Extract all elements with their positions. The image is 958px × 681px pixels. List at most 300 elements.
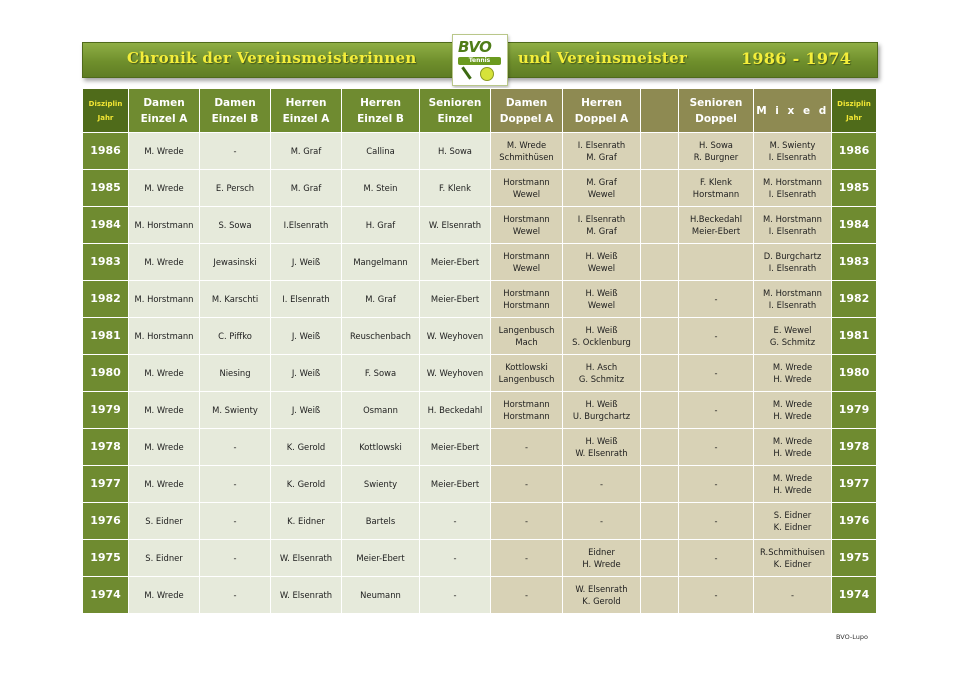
cell-line: - xyxy=(599,479,604,489)
cell-line: M. Wrede xyxy=(144,442,184,452)
year-cell-right: 1984 xyxy=(832,207,877,244)
cell-line: Reuschenbach xyxy=(349,331,411,341)
col-header-herren-doppel-a: Herren Doppel A xyxy=(563,89,641,133)
cell-herren-einzel-a xyxy=(271,466,342,503)
cell-damen-einzel-b xyxy=(200,540,271,577)
cell-line: M. Swienty xyxy=(769,140,816,150)
col-header-empty xyxy=(641,89,679,133)
ball-icon xyxy=(480,67,494,81)
cell-herren-einzel-a xyxy=(271,355,342,392)
cell-herren-einzel-a xyxy=(271,540,342,577)
year-cell-left: 1986 xyxy=(83,133,129,170)
table-row xyxy=(83,540,877,577)
cell-line: G. Schmitz xyxy=(578,374,625,384)
cell-line: Eidner xyxy=(588,547,615,557)
cell-line: - xyxy=(714,553,718,563)
cell-line: H. Wrede xyxy=(773,411,812,421)
cell-line: R. Burgner xyxy=(693,152,739,162)
cell-line: - xyxy=(233,590,237,600)
cell-line: M. Wrede xyxy=(772,473,813,483)
cell-mixed xyxy=(754,429,832,466)
cell-mixed xyxy=(754,466,832,503)
cell-empty xyxy=(641,318,679,355)
cell-line: - xyxy=(233,479,237,489)
cell-herren-einzel-a xyxy=(271,133,342,170)
year-cell-right: 1986 xyxy=(832,133,877,170)
cell-damen-doppel-a xyxy=(491,281,563,318)
cell-line: Meier-Ebert xyxy=(691,226,741,236)
cell-herren-einzel-b xyxy=(342,466,420,503)
cell-senioren-einzel xyxy=(420,318,491,355)
cell-damen-doppel-a xyxy=(491,540,563,577)
cell-line: Bartels xyxy=(365,516,396,526)
cell-senioren-doppel xyxy=(679,207,754,244)
cell-damen-einzel-b xyxy=(200,392,271,429)
cell-empty xyxy=(641,392,679,429)
year-cell-right: 1976 xyxy=(832,503,877,540)
cell-line: Langenbusch xyxy=(498,374,555,384)
cell-damen-einzel-a xyxy=(129,207,200,244)
table-row xyxy=(83,207,877,244)
cell-line: H. Sowa xyxy=(699,140,733,150)
title-part1: Chronik der Vereinsmeisterinnen xyxy=(127,49,417,67)
cell-line: H. Asch xyxy=(585,362,618,372)
cell-line: H. Weiß xyxy=(585,436,618,446)
header-row xyxy=(83,89,877,133)
cell-line: K. Eidner xyxy=(773,559,812,569)
cell-line: S. Sowa xyxy=(218,220,252,230)
cell-senioren-doppel xyxy=(679,170,754,207)
cell-line: Mach xyxy=(515,337,538,347)
cell-line: M. Wrede xyxy=(144,146,184,156)
cell-senioren-einzel xyxy=(420,244,491,281)
cell-line: Wewel xyxy=(587,300,616,310)
cell-empty xyxy=(641,429,679,466)
cell-damen-einzel-a xyxy=(129,429,200,466)
cell-mixed xyxy=(754,577,832,614)
cell-line: G. Schmitz xyxy=(769,337,816,347)
cell-line: C. Piffko xyxy=(218,331,252,341)
cell-damen-einzel-a xyxy=(129,503,200,540)
cell-damen-doppel-a xyxy=(491,392,563,429)
cell-line: Meier-Ebert xyxy=(430,479,480,489)
cell-line: R.Schmithuisen xyxy=(760,547,825,557)
cell-damen-doppel-a xyxy=(491,355,563,392)
cell-herren-einzel-b xyxy=(342,577,420,614)
year-cell-left: 1981 xyxy=(83,318,129,355)
cell-line: - xyxy=(233,442,237,452)
cell-line: Callina xyxy=(366,146,395,156)
year-cell-left: 1974 xyxy=(83,577,129,614)
cell-damen-einzel-a xyxy=(129,540,200,577)
year-cell-right: 1980 xyxy=(832,355,877,392)
year-cell-left: 1982 xyxy=(83,281,129,318)
champions-table xyxy=(82,88,877,614)
cell-senioren-doppel xyxy=(679,466,754,503)
cell-line: Meier-Ebert xyxy=(356,553,405,563)
cell-damen-einzel-b xyxy=(200,318,271,355)
cell-line: - xyxy=(233,516,237,526)
cell-line: Schmithüsen xyxy=(499,152,554,162)
cell-line: K. Gerold xyxy=(286,442,326,452)
cell-line: Horstmann xyxy=(692,189,740,199)
cell-line: Osmann xyxy=(363,405,398,415)
cell-herren-einzel-b xyxy=(342,429,420,466)
cell-line: Horstmann xyxy=(503,214,550,224)
cell-mixed xyxy=(754,540,832,577)
cell-herren-einzel-a xyxy=(271,503,342,540)
cell-line: M. Horstmann xyxy=(763,177,822,187)
cell-empty xyxy=(641,466,679,503)
cell-line: H. Wrede xyxy=(773,485,812,495)
cell-herren-doppel-a xyxy=(563,281,641,318)
cell-damen-doppel-a xyxy=(491,318,563,355)
col-header-mixed: M i x e d xyxy=(754,89,832,133)
cell-line: M. Wrede xyxy=(772,436,813,446)
cell-line: Swienty xyxy=(363,479,398,489)
col-header-senioren-doppel: Senioren Doppel xyxy=(679,89,754,133)
corner-header-right: Disziplin Jahr xyxy=(832,89,877,133)
cell-line: D. Burgchartz xyxy=(763,251,822,261)
cell-empty xyxy=(641,540,679,577)
cell-damen-doppel-a xyxy=(491,207,563,244)
cell-herren-einzel-a xyxy=(271,577,342,614)
cell-line: M. Graf xyxy=(365,294,396,304)
cell-line: I. Elsenrath xyxy=(768,263,817,273)
table-row xyxy=(83,577,877,614)
cell-line: M. Stein xyxy=(363,183,398,193)
cell-line: M. Wrede xyxy=(144,183,184,193)
year-cell-left: 1977 xyxy=(83,466,129,503)
year-cell-right: 1974 xyxy=(832,577,877,614)
cell-senioren-doppel xyxy=(679,281,754,318)
cell-damen-doppel-a xyxy=(491,170,563,207)
cell-damen-einzel-b xyxy=(200,207,271,244)
cell-herren-einzel-a xyxy=(271,392,342,429)
cell-senioren-doppel xyxy=(679,577,754,614)
cell-herren-doppel-a xyxy=(563,318,641,355)
cell-herren-einzel-a xyxy=(271,207,342,244)
cell-damen-doppel-a xyxy=(491,503,563,540)
cell-line: - xyxy=(714,405,718,415)
cell-senioren-einzel xyxy=(420,207,491,244)
cell-herren-doppel-a xyxy=(563,244,641,281)
cell-line: Neumann xyxy=(360,590,401,600)
cell-line: - xyxy=(524,516,529,526)
cell-herren-einzel-b xyxy=(342,244,420,281)
cell-damen-doppel-a xyxy=(491,577,563,614)
cell-line: Meier-Ebert xyxy=(430,294,480,304)
col-header-damen-einzel-b: Damen Einzel B xyxy=(200,89,271,133)
cell-line: H. Sowa xyxy=(438,146,472,156)
cell-line: W. Elsenrath xyxy=(575,448,628,458)
cell-damen-einzel-a xyxy=(129,133,200,170)
cell-herren-einzel-b xyxy=(342,170,420,207)
cell-line: - xyxy=(524,590,529,600)
cell-mixed xyxy=(754,244,832,281)
cell-line: Meier-Ebert xyxy=(430,257,480,267)
cell-line: U. Burgchartz xyxy=(572,411,631,421)
cell-line: F. Klenk xyxy=(439,183,471,193)
table-row xyxy=(83,170,877,207)
cell-line: J. Weiß xyxy=(291,331,321,341)
footer-credit: BVO-Lupo xyxy=(836,633,868,641)
cell-line: - xyxy=(714,590,718,600)
cell-line: Wewel xyxy=(587,189,616,199)
cell-damen-einzel-b xyxy=(200,577,271,614)
cell-herren-einzel-b xyxy=(342,392,420,429)
cell-line: H. Wrede xyxy=(582,559,621,569)
cell-senioren-einzel xyxy=(420,577,491,614)
cell-herren-doppel-a xyxy=(563,466,641,503)
col-header-damen-doppel-a: Damen Doppel A xyxy=(491,89,563,133)
cell-line: - xyxy=(453,516,457,526)
cell-herren-doppel-a xyxy=(563,207,641,244)
cell-line: H. Beckedahl xyxy=(427,405,483,415)
cell-line: - xyxy=(524,479,529,489)
cell-line: Kottlowski xyxy=(359,442,402,452)
cell-line: W. Weyhoven xyxy=(426,331,484,341)
table-row xyxy=(83,281,877,318)
year-cell-right: 1977 xyxy=(832,466,877,503)
cell-line: M. Graf xyxy=(586,177,617,187)
cell-damen-doppel-a xyxy=(491,244,563,281)
cell-line: M. Wrede xyxy=(506,140,547,150)
cell-line: - xyxy=(714,331,718,341)
cell-senioren-doppel xyxy=(679,429,754,466)
cell-line: M. Horstmann xyxy=(134,331,194,341)
cell-line: - xyxy=(453,553,457,563)
cell-herren-einzel-a xyxy=(271,318,342,355)
cell-line: M. Graf xyxy=(290,146,322,156)
cell-line: I. Elsenrath xyxy=(768,300,817,310)
cell-line: K. Gerold xyxy=(286,479,326,489)
cell-empty xyxy=(641,170,679,207)
cell-herren-einzel-b xyxy=(342,355,420,392)
cell-damen-einzel-b xyxy=(200,281,271,318)
cell-damen-einzel-b xyxy=(200,355,271,392)
cell-line: M. Graf xyxy=(586,152,617,162)
cell-line: Meier-Ebert xyxy=(430,442,480,452)
year-cell-right: 1981 xyxy=(832,318,877,355)
cell-line: Kottlowski xyxy=(505,362,548,372)
cell-line: I. Elsenrath xyxy=(577,140,626,150)
cell-line: M. Horstmann xyxy=(134,294,194,304)
cell-line: M. Wrede xyxy=(144,257,184,267)
cell-line: Wewel xyxy=(512,263,541,273)
cell-herren-doppel-a xyxy=(563,577,641,614)
cell-line: E. Persch xyxy=(215,183,255,193)
cell-empty xyxy=(641,503,679,540)
cell-line: - xyxy=(714,442,718,452)
year-cell-left: 1983 xyxy=(83,244,129,281)
cell-line: - xyxy=(233,553,237,563)
cell-damen-einzel-b xyxy=(200,503,271,540)
cell-line: W. Weyhoven xyxy=(426,368,484,378)
cell-line: M. Horstmann xyxy=(134,220,194,230)
cell-empty xyxy=(641,577,679,614)
cell-senioren-doppel xyxy=(679,503,754,540)
cell-damen-einzel-b xyxy=(200,466,271,503)
cell-herren-doppel-a xyxy=(563,170,641,207)
cell-line: Wewel xyxy=(587,263,616,273)
cell-line: Wewel xyxy=(512,226,541,236)
logo-subtext: Tennis xyxy=(458,57,501,65)
cell-damen-doppel-a xyxy=(491,466,563,503)
col-header-damen-einzel-a: Damen Einzel A xyxy=(129,89,200,133)
cell-line: H. Wrede xyxy=(773,374,812,384)
cell-empty xyxy=(641,207,679,244)
cell-damen-einzel-a xyxy=(129,318,200,355)
table-row xyxy=(83,466,877,503)
cell-line: Langenbusch xyxy=(498,325,555,335)
cell-senioren-doppel xyxy=(679,540,754,577)
col-header-senioren-einzel: Senioren Einzel xyxy=(420,89,491,133)
title-years: 1986 - 1974 xyxy=(741,49,852,68)
cell-line: Horstmann xyxy=(503,251,550,261)
cell-mixed xyxy=(754,281,832,318)
cell-damen-einzel-a xyxy=(129,355,200,392)
cell-herren-doppel-a xyxy=(563,540,641,577)
cell-line: I. Elsenrath xyxy=(768,152,817,162)
year-cell-right: 1975 xyxy=(832,540,877,577)
cell-herren-einzel-b xyxy=(342,281,420,318)
cell-line: - xyxy=(714,294,718,304)
cell-mixed xyxy=(754,392,832,429)
cell-senioren-doppel xyxy=(679,355,754,392)
table-row xyxy=(83,133,877,170)
cell-line: I.Elsenrath xyxy=(283,220,329,230)
cell-herren-einzel-a xyxy=(271,281,342,318)
cell-line: H. Wrede xyxy=(773,448,812,458)
cell-line: - xyxy=(524,442,529,452)
year-cell-right: 1979 xyxy=(832,392,877,429)
cell-line: - xyxy=(524,553,529,563)
year-cell-right: 1978 xyxy=(832,429,877,466)
cell-damen-doppel-a xyxy=(491,429,563,466)
cell-damen-einzel-b xyxy=(200,244,271,281)
cell-herren-einzel-b xyxy=(342,133,420,170)
cell-line: M. Graf xyxy=(290,183,322,193)
cell-mixed xyxy=(754,318,832,355)
cell-line: W. Elsenrath xyxy=(575,584,628,594)
cell-line: H. Weiß xyxy=(585,288,618,298)
cell-damen-einzel-a xyxy=(129,392,200,429)
cell-damen-einzel-a xyxy=(129,466,200,503)
cell-senioren-doppel xyxy=(679,133,754,170)
cell-mixed xyxy=(754,133,832,170)
cell-mixed xyxy=(754,503,832,540)
cell-empty xyxy=(641,281,679,318)
year-cell-left: 1979 xyxy=(83,392,129,429)
cell-damen-doppel-a xyxy=(491,133,563,170)
cell-herren-doppel-a xyxy=(563,133,641,170)
cell-line: H. Weiß xyxy=(585,325,618,335)
cell-line: F. Sowa xyxy=(364,368,397,378)
cell-herren-doppel-a xyxy=(563,392,641,429)
cell-line: M. Wrede xyxy=(772,362,813,372)
cell-line: K. Eidner xyxy=(773,522,812,532)
cell-senioren-doppel xyxy=(679,392,754,429)
year-cell-left: 1980 xyxy=(83,355,129,392)
cell-damen-einzel-a xyxy=(129,170,200,207)
cell-line: - xyxy=(714,479,718,489)
cell-herren-einzel-b xyxy=(342,207,420,244)
cell-line: W. Elsenrath xyxy=(279,590,333,600)
col-header-herren-einzel-a: Herren Einzel A xyxy=(271,89,342,133)
hockey-stick-icon xyxy=(461,66,471,79)
cell-line: J. Weiß xyxy=(291,368,321,378)
cell-herren-einzel-a xyxy=(271,429,342,466)
cell-line: M. Horstmann xyxy=(763,214,822,224)
cell-line: H.Beckedahl xyxy=(689,214,743,224)
cell-line: M. Horstmann xyxy=(763,288,822,298)
table-row xyxy=(83,318,877,355)
cell-line: H. Weiß xyxy=(585,251,618,261)
year-cell-right: 1983 xyxy=(832,244,877,281)
cell-herren-einzel-a xyxy=(271,170,342,207)
cell-herren-doppel-a xyxy=(563,503,641,540)
cell-line: M. Wrede xyxy=(772,399,813,409)
cell-line: J. Weiß xyxy=(291,405,321,415)
cell-line: F. Klenk xyxy=(700,177,732,187)
club-logo xyxy=(452,34,508,86)
cell-senioren-einzel xyxy=(420,170,491,207)
cell-senioren-einzel xyxy=(420,466,491,503)
cell-line: J. Weiß xyxy=(291,257,321,267)
cell-line: Horstmann xyxy=(503,288,550,298)
cell-senioren-einzel xyxy=(420,540,491,577)
cell-line: Jewasinski xyxy=(213,257,257,267)
corner-header-left: Disziplin Jahr xyxy=(83,89,129,133)
cell-herren-einzel-b xyxy=(342,540,420,577)
cell-herren-doppel-a xyxy=(563,429,641,466)
cell-herren-einzel-a xyxy=(271,244,342,281)
year-cell-left: 1984 xyxy=(83,207,129,244)
cell-line: M. Graf xyxy=(586,226,617,236)
cell-herren-einzel-b xyxy=(342,503,420,540)
cell-line: H. Weiß xyxy=(585,399,618,409)
cell-line: I. Elsenrath xyxy=(282,294,330,304)
cell-line: - xyxy=(233,146,237,156)
cell-line: Mangelmann xyxy=(353,257,408,267)
cell-mixed xyxy=(754,355,832,392)
cell-line: Horstmann xyxy=(503,300,550,310)
table-row xyxy=(83,429,877,466)
cell-line: Wewel xyxy=(512,189,541,199)
cell-line: I. Elsenrath xyxy=(768,189,817,199)
year-cell-left: 1975 xyxy=(83,540,129,577)
cell-senioren-einzel xyxy=(420,133,491,170)
cell-senioren-einzel xyxy=(420,281,491,318)
cell-senioren-einzel xyxy=(420,429,491,466)
cell-mixed xyxy=(754,170,832,207)
cell-line: S. Ocklenburg xyxy=(572,337,631,347)
cell-line: - xyxy=(790,590,795,600)
cell-empty xyxy=(641,133,679,170)
cell-line: - xyxy=(599,516,604,526)
cell-line: M. Wrede xyxy=(144,368,184,378)
cell-line: Horstmann xyxy=(503,177,550,187)
table-row xyxy=(83,355,877,392)
cell-line: H. Graf xyxy=(365,220,396,230)
cell-damen-einzel-a xyxy=(129,244,200,281)
cell-line: Horstmann xyxy=(503,399,550,409)
cell-damen-einzel-a xyxy=(129,577,200,614)
cell-line: S. Eidner xyxy=(145,553,183,563)
cell-line: M. Karschti xyxy=(211,294,259,304)
cell-mixed xyxy=(754,207,832,244)
